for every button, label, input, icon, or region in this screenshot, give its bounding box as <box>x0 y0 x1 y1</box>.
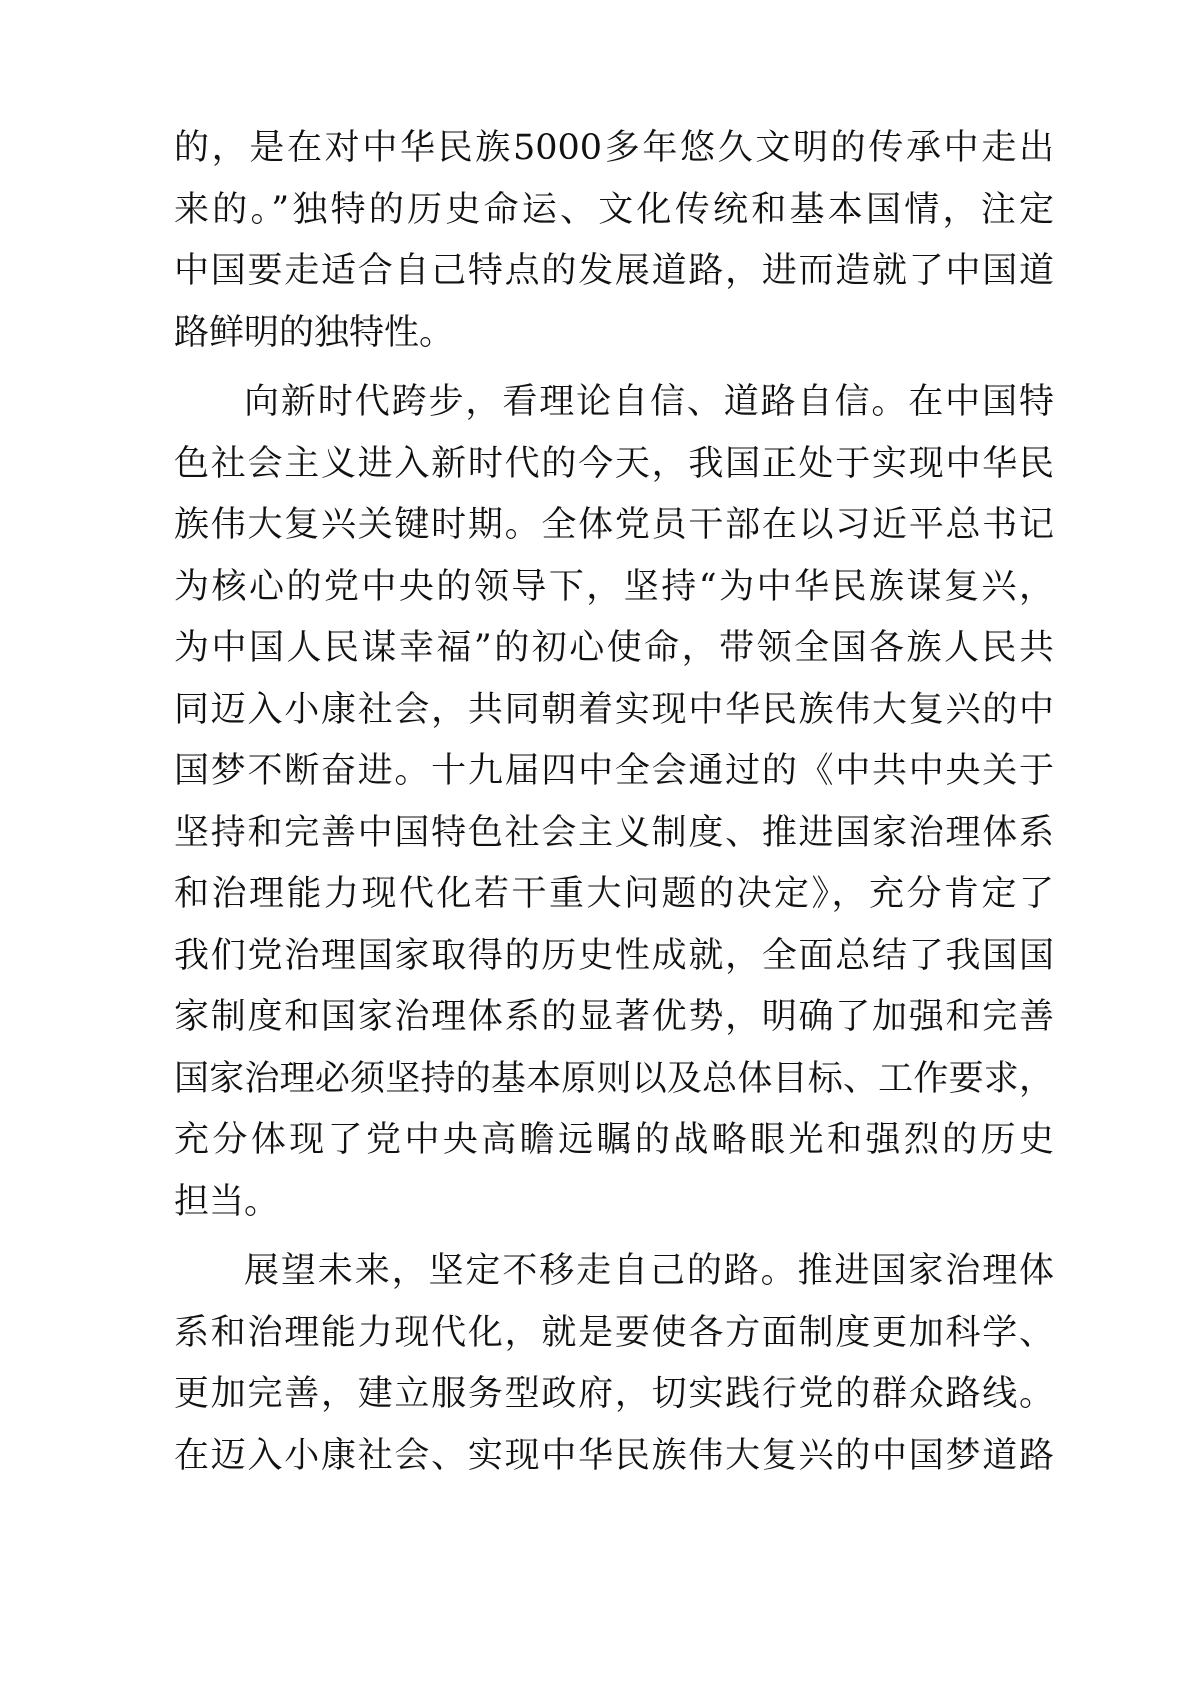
text-line: 同迈入小康社会，共同朝着实现中华民族伟大复兴的中 <box>174 689 1054 730</box>
text-line: 我们党治理国家取得的历史性成就，全面总结了我国国 <box>174 935 1054 976</box>
text-line: 系和治理能力现代化，就是要使各方面制度更加科学、 <box>174 1312 1054 1353</box>
text-line: 向新时代跨步，看理论自信、道路自信。在中国特 <box>244 382 1054 422</box>
paragraph-1 <box>174 118 1054 364</box>
text-line: 更加完善，建立服务型政府，切实践行党的群众路线。 <box>174 1374 1054 1414</box>
text-line: 担当。 <box>174 1181 280 1222</box>
text-line: 中国要走适合自己特点的发展道路，进而造就了中国道 <box>174 251 1054 291</box>
text-line: 和治理能力现代化若干重大问题的决定》，充分肯定了 <box>174 874 1054 914</box>
paragraph-2 <box>174 372 1054 1233</box>
text-line: 的，是在对中华民族5000多年悠久文明的传承中走出 <box>174 128 1054 168</box>
text-line: 展望未来，坚定不移走自己的路。推进国家治理体 <box>244 1251 1054 1291</box>
text-line: 国梦不断奋进。十九届四中全会通过的《中共中央关于 <box>174 751 1054 791</box>
text-line: 族伟大复兴关键时期。全体党员干部在以习近平总书记 <box>174 505 1054 545</box>
text-line: 家制度和国家治理体系的显著优势，明确了加强和完善 <box>174 997 1054 1037</box>
text-line: 来的。”独特的历史命运、文化传统和基本国情，注定 <box>174 189 1054 230</box>
document-body <box>174 118 1054 1487</box>
text-line: 为核心的党中央的领导下，坚持“为中华民族谋复兴， <box>174 566 1054 607</box>
text-line: 充分体现了党中央高瞻远瞩的战略眼光和强烈的历史 <box>174 1120 1054 1160</box>
paragraph-spacer <box>174 1233 1054 1241</box>
text-line: 色社会主义进入新时代的今天，我国正处于实现中华民 <box>174 443 1054 484</box>
text-line: 为中国人民谋幸福”的初心使命，带领全国各族人民共 <box>174 628 1054 668</box>
text-line: 坚持和完善中国特色社会主义制度、推进国家治理体系 <box>174 812 1054 853</box>
paragraph-3 <box>174 1241 1054 1487</box>
text-line: 国家治理必须坚持的基本原则以及总体目标、工作要求， <box>174 1058 1054 1099</box>
text-line: 在迈入小康社会、实现中华民族伟大复兴的中国梦道路 <box>174 1435 1054 1476</box>
text-line: 路鲜明的独特性。 <box>174 312 455 353</box>
paragraph-spacer <box>174 364 1054 372</box>
